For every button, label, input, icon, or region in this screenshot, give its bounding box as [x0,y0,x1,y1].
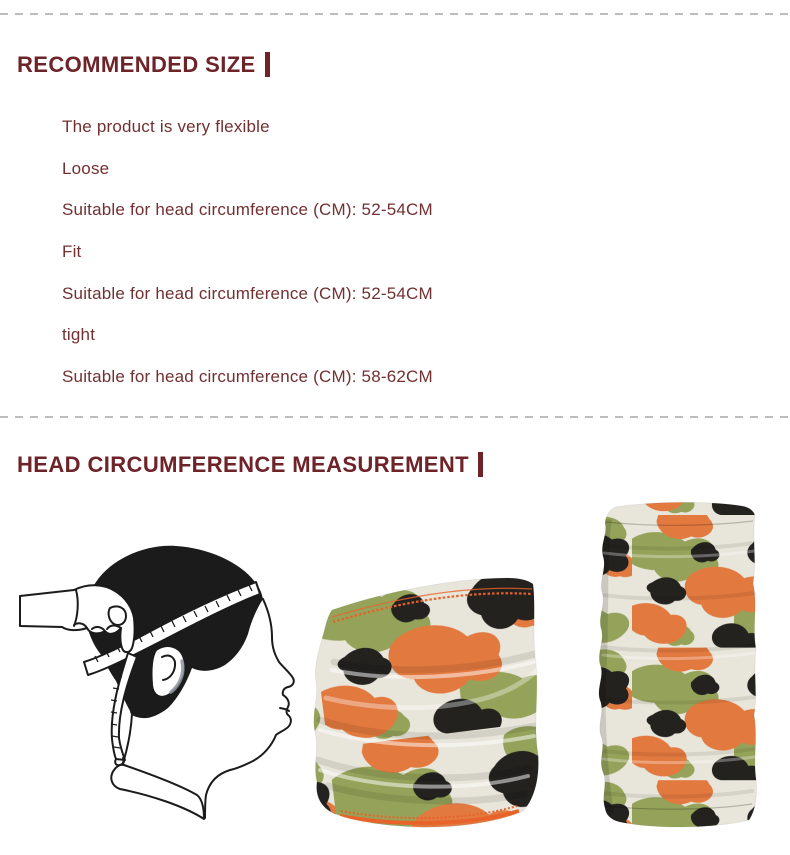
size-info-line: Suitable for head circumference (CM): 58-62CM [62,367,433,387]
title-accent-bar [265,52,270,77]
collar-shape [111,765,204,819]
size-info-list [62,116,433,388]
neck-back-line [122,714,132,766]
head-measurement-heading [17,452,483,478]
camo-gaiter-worn-svg [306,570,544,832]
head-measurement-svg [6,536,298,832]
camo-gaiter-flat-photo [592,497,764,832]
gaiter-flat-silhouette [599,502,757,827]
head-measurement-title: HEAD CIRCUMFERENCE MEASUREMENT [17,452,470,477]
head-measurement-illustration [6,536,298,832]
recommended-size-title: RECOMMENDED SIZE [17,52,256,77]
dashed-divider-top [0,13,790,15]
size-info-line: Loose [62,158,110,178]
size-info-line: Suitable for head circumference (CM): 52-54CM [62,283,433,303]
title-accent-bar [478,452,483,477]
recommended-size-heading [17,52,270,78]
camo-gaiter-worn-photo [306,570,544,832]
dashed-divider-middle [0,416,790,418]
size-info-line: Fit [62,242,82,262]
camo-gaiter-flat-svg [592,497,764,832]
size-info-line: The product is very flexible [62,117,270,136]
size-info-line: Suitable for head circumference (CM): 52-54CM [62,200,433,220]
size-info-line: tight [62,325,96,345]
